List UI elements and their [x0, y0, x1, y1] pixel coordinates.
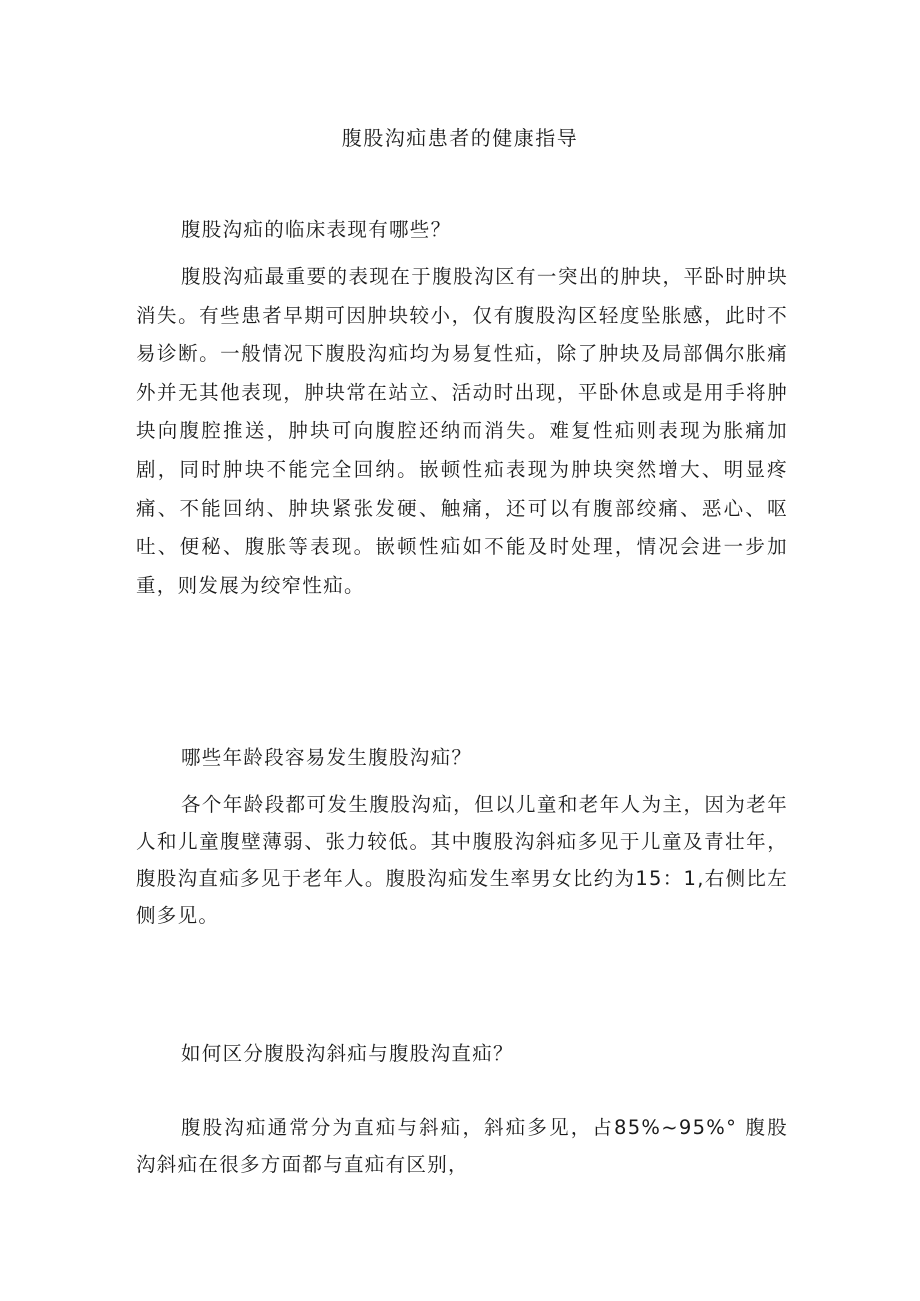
page-title: 腹股沟疝患者的健康指导 — [341, 126, 579, 150]
section-1-answer: 腹股沟疝最重要的表现在于腹股沟区有一突出的肿块，平卧时肿块消失。有些患者早期可因肿块较小，仅有腹股沟区轻度坠胀感，此时不易诊断。一般情况下腹股沟疝均为易复性疝，除了肿块及局部偶尔胀痛外并无其他表现，肿块常在站立、活动时出现，平卧休息或是用手将肿块向腹腔推送，肿块可向腹腔还纳而消失。难复性疝则表现为胀痛加剧，同时肿块不能完全回纳。嵌顿性疝表现为肿块突然增大、明显疼痛、不能回纳、肿块紧张发硬、触痛，还可以有腹部绞痛、恶心、呕吐、便秘、腹胀等表现。嵌顿性疝如不能及时处理，情况会进一步加重，则发展为绞窄性疝。 — [136, 265, 788, 597]
section-2-question: 哪些年龄段容易发生腹股沟疝？ — [181, 746, 473, 769]
section-1-question: 腹股沟疝的临床表现有哪些？ — [181, 218, 452, 241]
section-3-answer: 腹股沟疝通常分为直疝与斜疝，斜疝多见，占85%~95%° 腹股沟斜疝在很多方面都与直疝有区别， — [136, 1116, 788, 1176]
section-2-answer: 各个年龄段都可发生腹股沟疝，但以儿童和老年人为主，因为老年人和儿童腹壁薄弱、张力较低。其中腹股沟斜疝多见于儿童及青壮年，腹股沟直疝多见于老年人。腹股沟疝发生率男女比约为15：1,右侧比左侧多见。 — [136, 793, 788, 927]
section-3-question: 如何区分腹股沟斜疝与腹股沟直疝？ — [181, 1042, 514, 1065]
